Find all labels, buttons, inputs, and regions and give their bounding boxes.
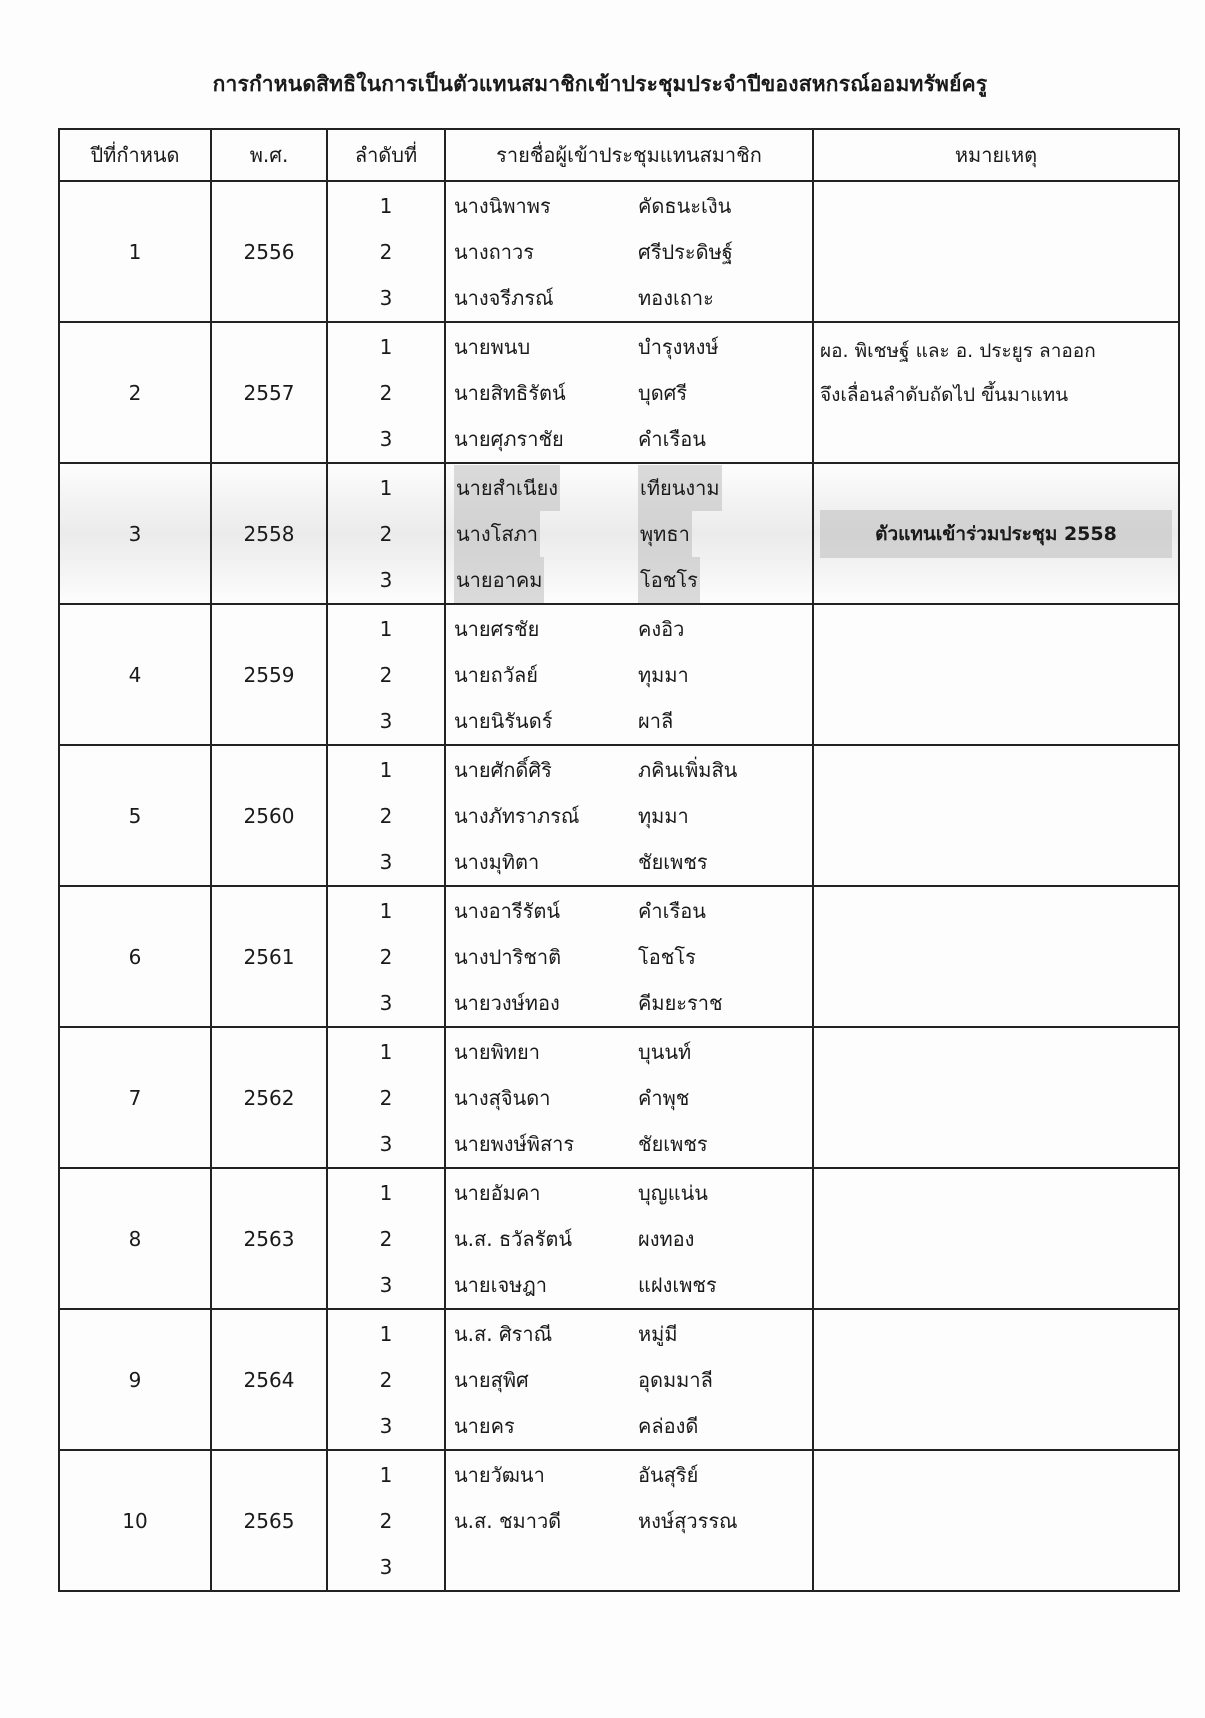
member-name — [446, 1403, 812, 1449]
names-cell — [445, 322, 813, 463]
be-year-cell: 2558 — [211, 463, 327, 604]
member-name — [446, 1357, 812, 1403]
header-be-year: พ.ศ. — [211, 129, 327, 181]
member-last-name: ทุมมา — [638, 803, 689, 828]
member-first-name: นายถวัลย์ — [454, 662, 538, 687]
member-name — [446, 1452, 812, 1498]
member-first-name: นายเจษฎา — [454, 1272, 548, 1297]
note-cell — [813, 604, 1179, 745]
member-last-name: คำเรือน — [638, 898, 706, 923]
member-first-name: นายสุพิศ — [454, 1367, 529, 1392]
names-cell — [445, 181, 813, 322]
member-last-name: ทองเถาะ — [638, 285, 714, 310]
seq-number: 1 — [379, 1180, 393, 1205]
member-first-name: นางจรีภรณ์ — [454, 285, 554, 310]
be-year-cell: 2556 — [211, 181, 327, 322]
seq-number: 3 — [379, 849, 393, 874]
member-first-name: นายศักดิ์ศิริ — [454, 757, 552, 782]
member-name — [446, 934, 812, 980]
member-last-name: เทียนงาม — [638, 465, 722, 511]
seq-number: 1 — [379, 1039, 393, 1064]
member-name — [446, 652, 812, 698]
seq-number: 2 — [379, 1226, 393, 1251]
be-year-cell: 2562 — [211, 1027, 327, 1168]
table-row — [59, 604, 1179, 745]
member-last-name: คำเรือน — [638, 426, 706, 451]
note-cell — [813, 322, 1179, 463]
seq-number: 1 — [379, 193, 393, 218]
seq-number: 2 — [379, 380, 393, 405]
seq-cell — [327, 322, 445, 463]
seq-number: 3 — [379, 426, 393, 451]
member-last-name: ภคินเพิ่มสิน — [638, 757, 738, 782]
seq-number: 1 — [379, 898, 393, 923]
member-last-name: คล่องดี — [638, 1413, 699, 1438]
year-slot-cell: 2 — [59, 322, 211, 463]
header-seq: ลำดับที่ — [327, 129, 445, 181]
names-cell — [445, 463, 813, 604]
member-last-name: บำรุงหงษ์ — [638, 334, 719, 359]
member-first-name: นายวงษ์ทอง — [454, 990, 560, 1015]
names-cell — [445, 604, 813, 745]
member-name — [446, 1075, 812, 1121]
member-last-name: ศรีประดิษฐ์ — [638, 239, 733, 264]
seq-number: 1 — [379, 475, 393, 500]
member-last-name: อันสุริย์ — [638, 1462, 699, 1487]
member-first-name: นายพนบ — [454, 334, 531, 359]
member-last-name: คงอิว — [638, 616, 685, 641]
table-row — [59, 1027, 1179, 1168]
be-year-cell: 2563 — [211, 1168, 327, 1309]
note-cell — [813, 1027, 1179, 1168]
table-row — [59, 1309, 1179, 1450]
member-first-name: นายศรชัย — [454, 616, 540, 641]
names-cell — [445, 745, 813, 886]
member-first-name: นางนิพาพร — [454, 193, 551, 218]
table-header-row — [59, 129, 1179, 181]
member-first-name: นางสุจินดา — [454, 1085, 551, 1110]
note-cell — [813, 181, 1179, 322]
member-last-name: ชัยเพชร — [638, 849, 708, 874]
table-row — [59, 181, 1179, 322]
note-cell — [813, 1168, 1179, 1309]
year-slot-cell: 8 — [59, 1168, 211, 1309]
member-name — [446, 1216, 812, 1262]
seq-cell — [327, 604, 445, 745]
seq-number: 1 — [379, 616, 393, 641]
member-last-name: คัดธนะเงิน — [638, 193, 732, 218]
member-last-name: โอชโร — [638, 557, 700, 603]
seq-cell — [327, 745, 445, 886]
member-name — [446, 980, 812, 1026]
member-name — [446, 1498, 812, 1544]
member-last-name: บุดศรี — [638, 380, 688, 405]
member-last-name: ผาลี — [638, 708, 674, 733]
member-name — [446, 275, 812, 321]
year-slot-cell: 1 — [59, 181, 211, 322]
seq-cell — [327, 886, 445, 1027]
note-cell — [813, 886, 1179, 1027]
seq-cell — [327, 463, 445, 604]
names-cell — [445, 886, 813, 1027]
member-name — [446, 465, 812, 511]
member-name — [446, 324, 812, 370]
member-last-name: ชัยเพชร — [638, 1131, 708, 1156]
member-first-name: นางถาวร — [454, 239, 534, 264]
note-text: ผอ. พิเชษฐ์ และ อ. ประยูร ลาออก — [820, 340, 1096, 362]
note-cell — [813, 1450, 1179, 1591]
year-slot-cell: 10 — [59, 1450, 211, 1591]
seq-cell — [327, 1450, 445, 1591]
header-names: รายชื่อผู้เข้าประชุมแทนสมาชิก — [445, 129, 813, 181]
note-text: ตัวแทนเข้าร่วมประชุม 2558 — [820, 510, 1172, 558]
names-cell — [445, 1027, 813, 1168]
note-cell — [813, 745, 1179, 886]
member-last-name: คีมยะราช — [638, 990, 723, 1015]
member-first-name: นายคร — [454, 1413, 515, 1438]
seq-number: 3 — [379, 990, 393, 1015]
member-name — [446, 1262, 812, 1308]
member-name — [446, 839, 812, 885]
member-first-name: นายพิทยา — [454, 1039, 540, 1064]
seq-number: 3 — [379, 567, 393, 592]
seq-number: 3 — [379, 1554, 393, 1579]
member-last-name: บุนนท์ — [638, 1039, 692, 1064]
member-first-name: นายพงษ์พิสาร — [454, 1131, 575, 1156]
member-first-name: นางมุทิตา — [454, 849, 540, 874]
year-slot-cell: 5 — [59, 745, 211, 886]
table-row — [59, 745, 1179, 886]
table-row — [59, 1168, 1179, 1309]
member-last-name: หมู่มี — [638, 1321, 678, 1346]
names-cell — [445, 1168, 813, 1309]
member-name — [446, 183, 812, 229]
be-year-cell: 2565 — [211, 1450, 327, 1591]
member-last-name: ทุมมา — [638, 662, 689, 687]
be-year-cell: 2564 — [211, 1309, 327, 1450]
seq-number: 2 — [379, 944, 393, 969]
member-last-name: โอชโร — [638, 944, 696, 969]
member-last-name: ผงทอง — [638, 1226, 695, 1251]
member-first-name: นางปาริชาติ — [454, 944, 562, 969]
member-name — [446, 888, 812, 934]
member-name — [446, 1121, 812, 1167]
seq-number: 3 — [379, 285, 393, 310]
member-last-name: พุทธา — [638, 511, 692, 557]
header-year-slot: ปีที่กำหนด — [59, 129, 211, 181]
seq-number: 2 — [379, 1367, 393, 1392]
member-first-name: น.ส. ชมาวดี — [454, 1508, 562, 1533]
member-name — [446, 793, 812, 839]
member-name — [446, 1029, 812, 1075]
member-name — [446, 1544, 812, 1590]
be-year-cell: 2561 — [211, 886, 327, 1027]
member-first-name: นายอัมคา — [454, 1180, 541, 1205]
note-cell — [813, 1309, 1179, 1450]
seq-number: 2 — [379, 662, 393, 687]
member-name — [446, 229, 812, 275]
table-row — [59, 463, 1179, 604]
seq-number: 3 — [379, 708, 393, 733]
member-first-name: น.ส. ศิราณี — [454, 1321, 553, 1346]
member-name — [446, 370, 812, 416]
year-slot-cell: 7 — [59, 1027, 211, 1168]
member-first-name: น.ส. ธวัลรัตน์ — [454, 1226, 573, 1251]
table-row — [59, 322, 1179, 463]
seq-number: 1 — [379, 757, 393, 782]
member-last-name: อุดมมาลี — [638, 1367, 713, 1392]
member-name — [446, 416, 812, 462]
table-row — [59, 886, 1179, 1027]
member-name — [446, 606, 812, 652]
representatives-table — [58, 128, 1180, 1592]
seq-number: 1 — [379, 1462, 393, 1487]
seq-number: 2 — [379, 1508, 393, 1533]
seq-number: 2 — [379, 1085, 393, 1110]
seq-number: 2 — [379, 239, 393, 264]
member-last-name: หงษ์สุวรรณ — [638, 1508, 738, 1533]
seq-number: 1 — [379, 334, 393, 359]
seq-cell — [327, 1027, 445, 1168]
member-last-name: แฝงเพชร — [638, 1272, 717, 1297]
note-cell — [813, 463, 1179, 604]
member-first-name: นางอารีรัตน์ — [454, 898, 561, 923]
member-name — [446, 747, 812, 793]
seq-number: 2 — [379, 521, 393, 546]
member-last-name: บุญแน่น — [638, 1180, 708, 1205]
year-slot-cell: 6 — [59, 886, 211, 1027]
be-year-cell: 2557 — [211, 322, 327, 463]
member-first-name: นายอาคม — [454, 557, 544, 603]
year-slot-cell: 9 — [59, 1309, 211, 1450]
seq-cell — [327, 1168, 445, 1309]
member-name — [446, 1311, 812, 1357]
member-first-name: นายวัฒนา — [454, 1462, 545, 1487]
member-first-name: นายสำเนียง — [454, 465, 560, 511]
member-name — [446, 557, 812, 603]
member-last-name: คำพุช — [638, 1085, 690, 1110]
member-name — [446, 698, 812, 744]
member-first-name: นายนิรันดร์ — [454, 708, 553, 733]
be-year-cell: 2560 — [211, 745, 327, 886]
member-first-name: นายศุภราชัย — [454, 426, 564, 451]
document-title: การกำหนดสิทธิในการเป็นตัวแทนสมาชิกเข้าประชุมประจำปีของสหกรณ์ออมทรัพย์ครู — [212, 72, 988, 96]
table-body — [59, 181, 1179, 1591]
seq-cell — [327, 181, 445, 322]
be-year-cell: 2559 — [211, 604, 327, 745]
seq-cell — [327, 1309, 445, 1450]
member-name — [446, 1170, 812, 1216]
table-row — [59, 1450, 1179, 1591]
member-name — [446, 511, 812, 557]
names-cell — [445, 1309, 813, 1450]
member-first-name: นายสิทธิรัตน์ — [454, 380, 566, 405]
year-slot-cell: 3 — [59, 463, 211, 604]
seq-number: 2 — [379, 803, 393, 828]
seq-number: 3 — [379, 1131, 393, 1156]
names-cell — [445, 1450, 813, 1591]
seq-number: 1 — [379, 1321, 393, 1346]
seq-number: 3 — [379, 1413, 393, 1438]
header-note: หมายเหตุ — [813, 129, 1179, 181]
member-first-name: นางโสภา — [454, 511, 540, 557]
seq-number: 3 — [379, 1272, 393, 1297]
member-first-name: นางภัทราภรณ์ — [454, 803, 580, 828]
note-text: จึงเลื่อนลำดับถัดไป ขึ้นมาแทน — [820, 384, 1069, 406]
year-slot-cell: 4 — [59, 604, 211, 745]
